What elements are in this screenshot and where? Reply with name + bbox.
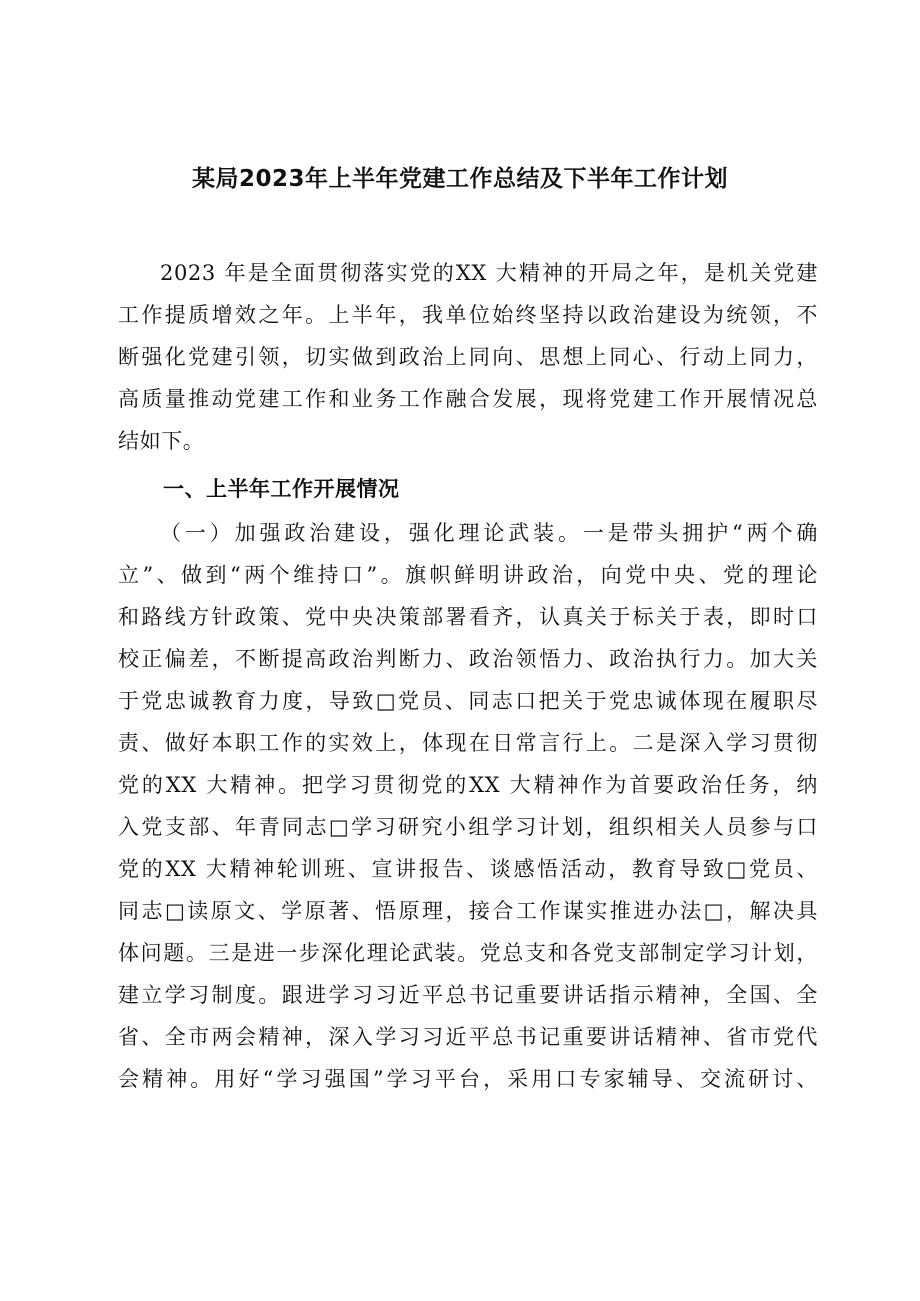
intro-line: 高质量推动党建工作和业务工作融合发展，现将党建工作开展情况总 [118, 387, 818, 411]
section-line: （一）加强政治建设，强化理论武装。一是带头拥护“两个确 [160, 521, 818, 545]
section-line: 入党支部、年青同志□学习研究小组学习计划，组织相关人员参与口 [118, 815, 818, 839]
section-line: 和路线方针政策、党中央决策部署看齐，认真关于标关于表，即时口 [118, 605, 818, 629]
section-line: 责、做好本职工作的实效上，体现在日常言行上。二是深入学习贯彻 [118, 731, 818, 755]
intro-paragraph [118, 252, 818, 462]
intro-line: 2023 年是全面贯彻落实党的XX 大精神的开局之年，是机关党建 [160, 261, 818, 285]
section-line: 体问题。三是进一步深化理论武装。党总支和各党支部制定学习计划， [118, 941, 818, 965]
section-line: 党的XX 大精神。把学习贯彻党的XX 大精神作为首要政治任务，纳 [118, 773, 818, 797]
section-line: 于党忠诚教育力度，导致□党员、同志口把关于党忠诚体现在履职尽 [118, 689, 818, 713]
section-line: 省、全市两会精神，深入学习习近平总书记重要讲话精神、省市党代 [118, 1025, 818, 1049]
section-paragraph [118, 512, 818, 1100]
section-line: 校正偏差，不断提高政治判断力、政治领悟力、政治执行力。加大关 [118, 647, 818, 671]
section-line: 会精神。用好“学习强国”学习平台，采用口专家辅导、交流研讨、 [118, 1067, 818, 1091]
section-line: 建立学习制度。跟进学习习近平总书记重要讲话指示精神，全国、全 [118, 983, 818, 1007]
section-line: 立”、做到“两个维持口”。旗帜鲜明讲政治，向党中央、党的理论 [118, 563, 818, 587]
intro-line: 断强化党建引领，切实做到政治上同向、思想上同心、行动上同力， [118, 345, 818, 369]
intro-line: 工作提质增效之年。上半年，我单位始终坚持以政治建设为统领，不 [118, 303, 818, 327]
section-line: 同志□读原文、学原著、悟原理，接合工作谋实推进办法□，解决具 [118, 899, 818, 923]
section-line: 党的XX 大精神轮训班、宣讲报告、谈感悟活动，教育导致□党员、 [118, 857, 818, 881]
intro-line: 结如下。 [118, 429, 205, 453]
section-heading: 一、上半年工作开展情况 [163, 477, 400, 501]
document-title: 某局2023年上半年党建工作总结及下半年工作计划 [191, 166, 728, 192]
